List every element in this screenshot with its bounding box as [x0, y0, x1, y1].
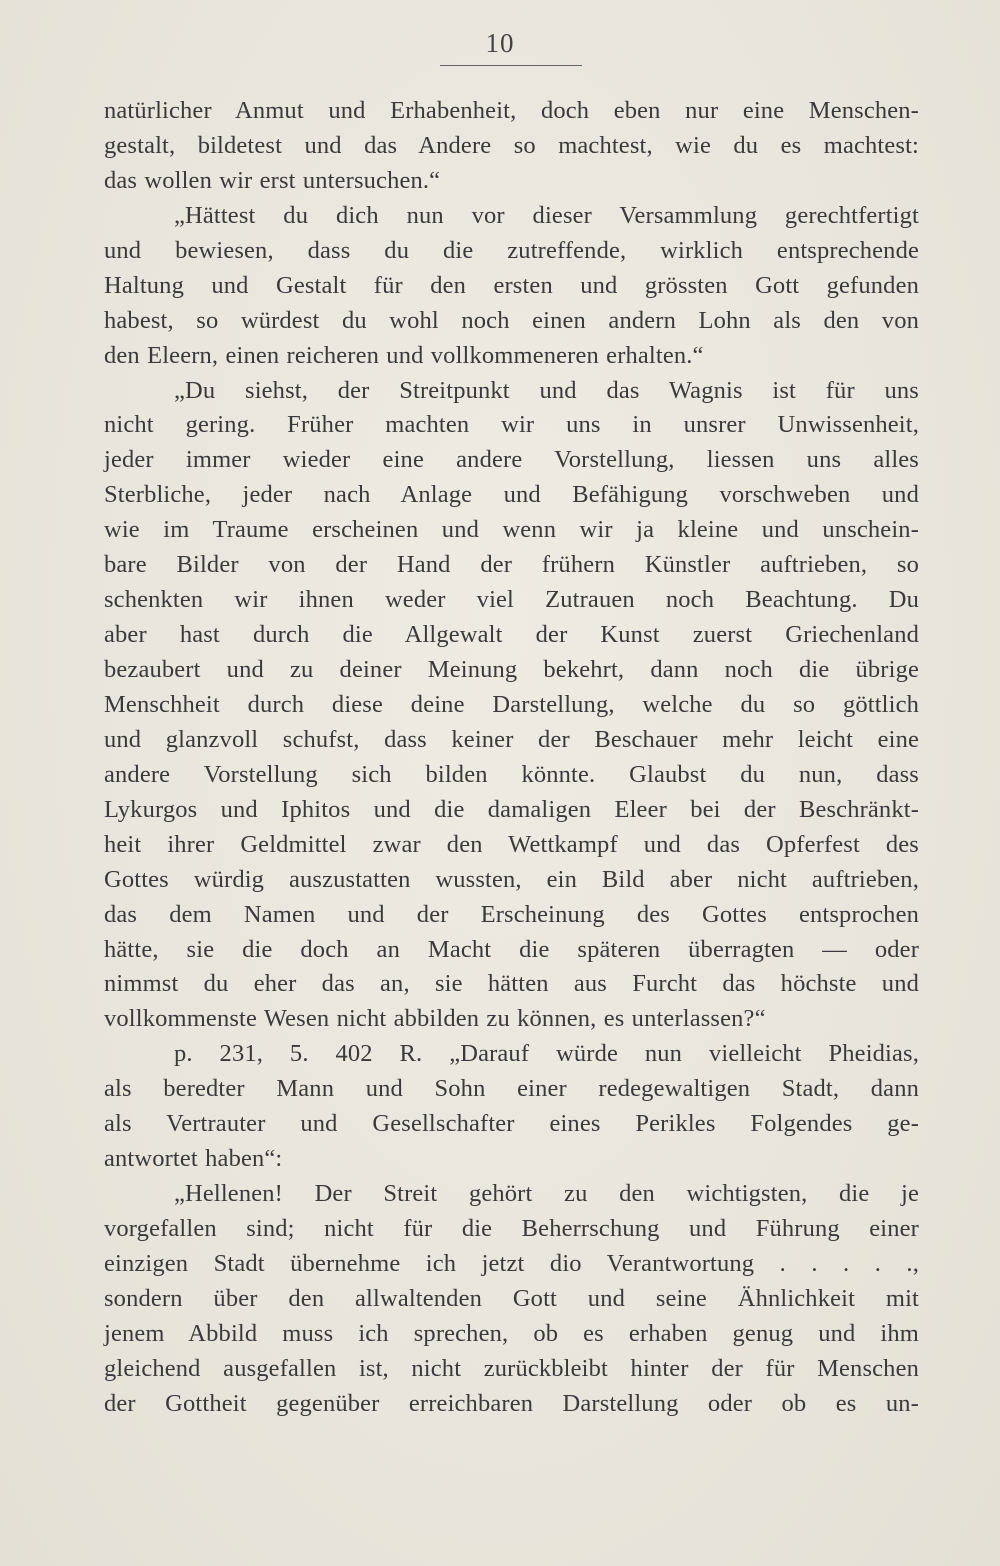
text-line: bezaubert und zu deiner Meinung bekehrt, dann noch die übrige — [104, 656, 919, 683]
text-line: antwortet haben“: — [104, 1145, 283, 1173]
text-line: natürlicher Anmut und Erhabenheit, doch eben nur eine Menschen- — [104, 97, 919, 124]
text-line: sondern über den allwaltenden Gott und seine Ähnlichkeit mit — [104, 1284, 919, 1312]
text-line: das dem Namen und der Erscheinung des Gottes entsprochen — [104, 900, 919, 928]
text-line: nicht gering. Früher machten wir uns in unsrer Unwissenheit, — [104, 411, 919, 439]
text-line: bare Bilder von der Hand der frühern Künstler auftrieben, so — [104, 551, 919, 579]
text-line: einzigen Stadt übernehme ich jetzt dio Verantwortung . . . . ., — [104, 1249, 919, 1277]
text-line: Sterbliche, jeder nach Anlage und Befähigung vorschweben und — [104, 481, 919, 509]
header-rule — [440, 65, 582, 66]
text-line: vorgefallen sind; nicht für die Beherrschung und Führung einer — [104, 1215, 919, 1242]
text-line: das wollen wir erst untersuchen.“ — [104, 166, 441, 194]
text-line: Lykurgos und Iphitos und die damaligen Eleer bei der Beschränkt- — [104, 795, 919, 823]
text-line: vollkommenste Wesen nicht abbilden zu können, es unterlassen?“ — [104, 1005, 766, 1033]
body-text — [104, 94, 919, 1422]
text-line: hätte, sie die doch an Macht die späteren überragten — oder — [104, 935, 919, 963]
text-line: und bewiesen, dass du die zutreffende, wirklich entsprechende — [104, 236, 919, 264]
text-line: andere Vorstellung sich bilden könnte. Glaubst du nun, dass — [104, 760, 919, 788]
text-line: aber hast durch die Allgewalt der Kunst zuerst Griechenland — [104, 621, 919, 649]
text-line: und glanzvoll schufst, dass keiner der Beschauer mehr leicht eine — [104, 725, 919, 753]
text-line: Haltung und Gestalt für den ersten und grössten Gott gefunden — [104, 271, 919, 299]
text-line: als Vertrauter und Gesellschafter eines Perikles Folgendes ge- — [104, 1110, 919, 1138]
text-line: jeder immer wieder eine andere Vorstellung, liessen uns alles — [104, 446, 919, 474]
text-line: schenkten wir ihnen weder viel Zutrauen noch Beachtung. Du — [104, 586, 919, 614]
page-number: 10 — [485, 28, 515, 58]
text-line: „Du siehst, der Streitpunkt und das Wagnis ist für uns — [174, 376, 919, 404]
text-line: der Gottheit gegenüber erreichbaren Darstellung oder ob es un- — [104, 1389, 919, 1417]
text-line: gestalt, bildetest und das Andere so machtest, wie du es machtest: — [104, 131, 919, 159]
text-line: Gottes würdig auszustatten wussten, ein Bild aber nicht auftrieben, — [104, 865, 919, 893]
text-line: gleichend ausgefallen ist, nicht zurückbleibt hinter der für Menschen — [104, 1354, 919, 1382]
text-line: „Hättest du dich nun vor dieser Versammlung gerechtfertigt — [174, 201, 919, 229]
text-line: „Hellenen! Der Streit gehört zu den wichtigsten, die je — [174, 1180, 919, 1208]
text-line: nimmst du eher das an, sie hätten aus Furcht das höchste und — [104, 970, 919, 998]
text-line: habest, so würdest du wohl noch einen andern Lohn als den von — [104, 306, 919, 334]
text-line: Menschheit durch diese deine Darstellung, welche du so göttlich — [104, 690, 919, 718]
text-line: den Eleern, einen reicheren und vollkommeneren erhalten.“ — [104, 341, 704, 369]
text-line: jenem Abbild muss ich sprechen, ob es erhaben genug und ihm — [104, 1319, 919, 1347]
text-line: wie im Traume erscheinen und wenn wir ja kleine und unschein- — [104, 516, 919, 544]
text-line: heit ihrer Geldmittel zwar den Wettkampf und das Opferfest des — [104, 830, 919, 858]
text-line: als beredter Mann und Sohn einer redegewaltigen Stadt, dann — [104, 1075, 919, 1103]
text-line: p. 231, 5. 402 R. „Darauf würde nun vielleicht Pheidias, — [174, 1040, 919, 1068]
